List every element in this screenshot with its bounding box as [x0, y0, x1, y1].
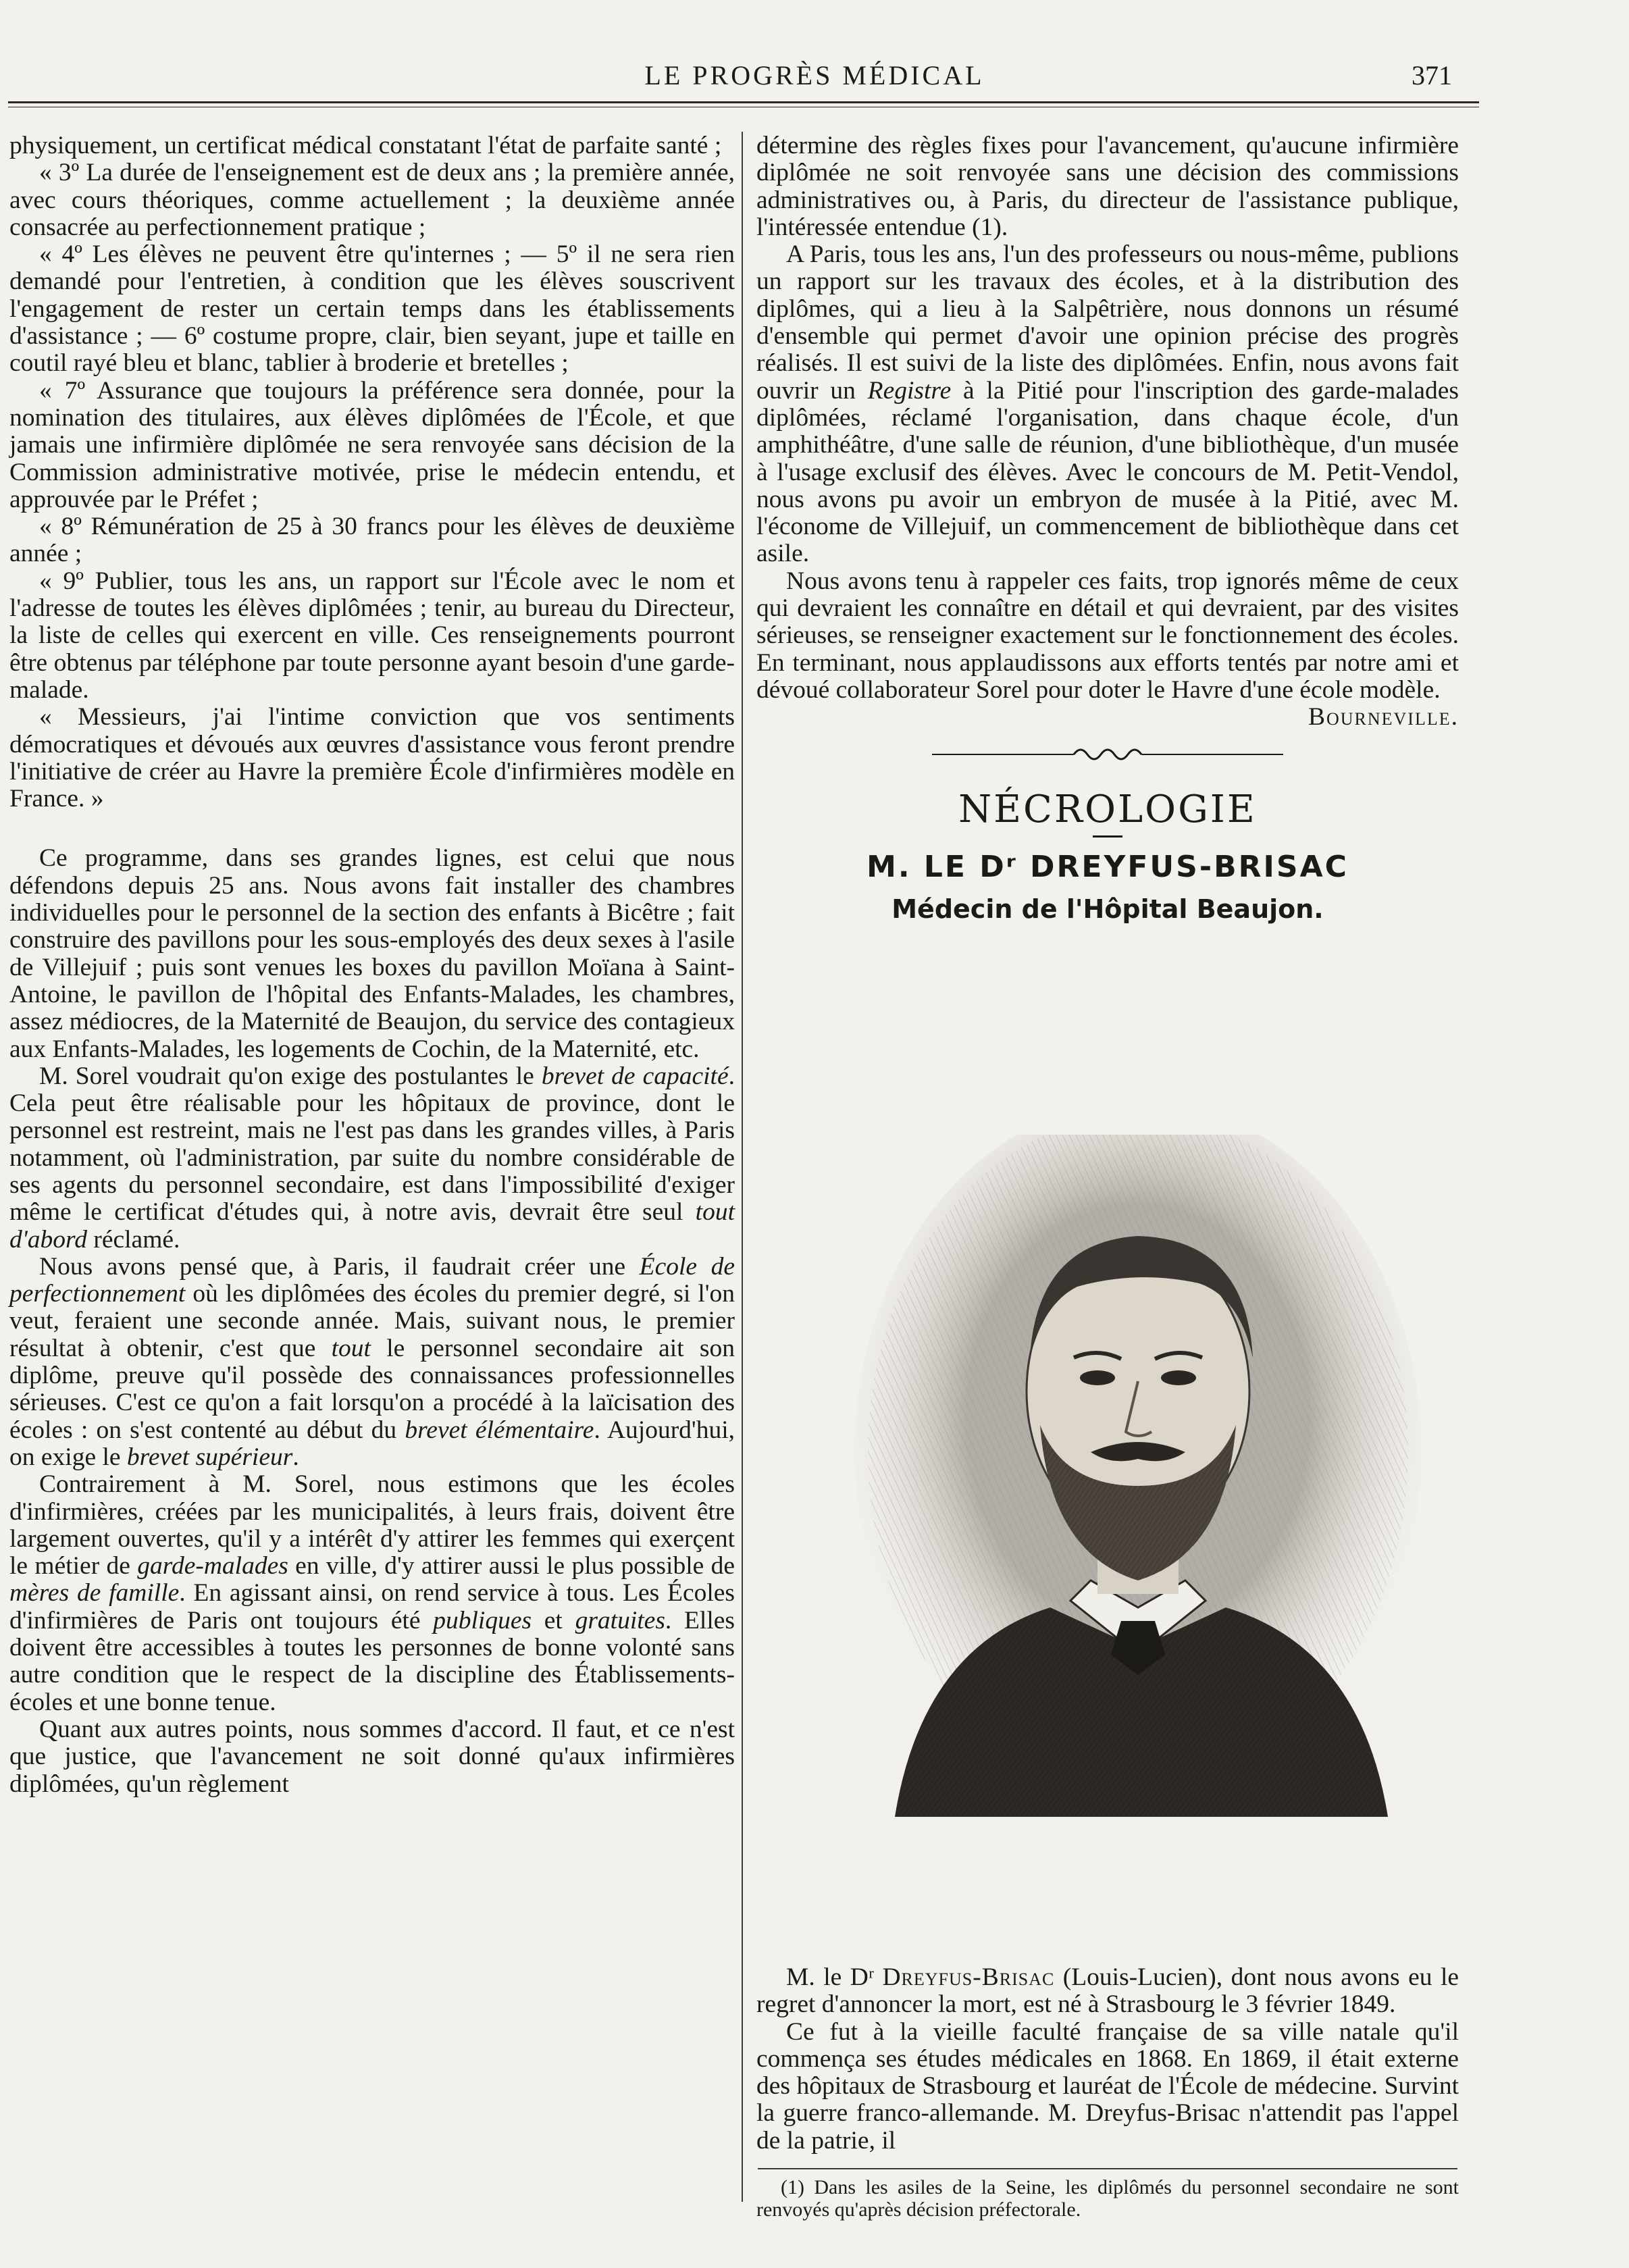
- obituary-subtitle: Médecin de l'Hôpital Beaujon.: [891, 894, 1324, 924]
- left-column: [9, 132, 735, 1798]
- paragraph: « 4º Les élèves ne peuvent être qu'internes ; — 5º il ne sera rien demandé pour l'entretien, à condition que les élèves souscrivent l'engagement de rester un certain temps dans les établissements d'assistance ; — 6º costume propre, clair, bien seyant, jupe et taille en coutil rayé bleu et blanc, tablier à broderie et bretelles ;: [9, 240, 735, 378]
- paragraph: « Messieurs, j'ai l'intime conviction que vos sentiments démocratiques et dévoués aux œuvres d'assistance vous feront prendre l'initiative de créer au Havre la première École d'infirmières modèle en France. »: [9, 703, 735, 813]
- paragraph: « 8º Rémunération de 25 à 30 francs pour les élèves de deuxième année ;: [9, 513, 735, 568]
- paragraph: Nous avons pensé que, à Paris, il faudrait créer une École de perfectionnement où les diplômées des écoles du premier degré, si l'on veut, feraient une seconde année. Mais, suivant nous, le premier résultat à obtenir, c'est que tout le personnel secondaire ait son diplôme, preuve qu'il possède des connaissances professionnelles sérieuses. C'est ce qu'on a fait lorsqu'on a procédé à la laïcisation des écoles : on s'est contenté au début du brevet élémentaire. Aujourd'hui, on exige le brevet supérieur.: [9, 1252, 735, 1471]
- paragraph: Ce fut à la vieille faculté française de sa ville natale qu'il commença ses études médicales en 1868. En 1869, il était externe des hôpitaux de Strasbourg et lauréat de l'École de médecine. Survint la guerre franco-allemande. M. Dreyfus-Brisac n'attendit pas l'appel de la patrie, il: [756, 2017, 1459, 2155]
- header-rule: [8, 101, 1479, 107]
- paragraph: Quant aux autres points, nous sommes d'accord. Il faut, et ce n'est que justice, que l'avancement ne soit donné qu'aux infirmières diplômées, qu'un règlement: [9, 1715, 735, 1798]
- paragraph: A Paris, tous les ans, l'un des professeurs ou nous-même, publions un rapport sur les travaux des écoles, et à la distribution des diplômes, qui a lieu à la Salpêtrière, nous donnons un résumé d'ensemble qui permet d'avoir une opinion précise des progrès réalisés. Il est suivi de la liste des diplômées. Enfin, nous avons fait ouvrir un Registre à la Pitié pour l'inscription des garde-malades diplômées, réclamé l'organisation, dans chaque école, d'un amphithéâtre, d'une salle de réunion, d'une bibliothèque, d'un musée à l'usage exclusif des élèves. Avec le concours de M. Petit-Vendol, nous avons pu avoir un embryon de musée à la Pitié, avec M. l'économe de Villejuif, un commencement de bibliothèque dans cet asile.: [756, 240, 1459, 568]
- paragraph: Contrairement à M. Sorel, nous estimons que les écoles d'infirmières, créées par les municipalités, à leurs frais, doivent être largement ouvertes, qu'il y a intérêt d'y attirer les femmes qui exerçent le métier de garde-malades en ville, d'y attirer aussi le plus possible de mères de famille. En agissant ainsi, on rend service à tous. Les Écoles d'infirmières de Paris ont toujours été publiques et gratuites. Elles doivent être accessibles à toutes les personnes de bonne volonté sans autre condition que le respect de la discipline des Établissements-écoles et une bonne tenue.: [9, 1470, 735, 1716]
- paragraph: Nous avons tenu à rappeler ces faits, trop ignorés même de ceux qui devraient les connaître en détail et qui devraient, par des visites sérieuses, se renseigner exactement sur le fonctionnement des écoles. En terminant, nous applaudissons aux efforts tentés par notre ami et dévoué collaborateur Sorel pour doter le Havre d'une école modèle.: [756, 567, 1459, 704]
- running-title: LE PROGRÈS MÉDICAL: [644, 60, 985, 91]
- paragraph: « 9º Publier, tous les ans, un rapport sur l'École avec le nom et l'adresse de toutes les élèves diplômées ; tenir, au bureau du Directeur, la liste de celles qui exercent en ville. Ces renseignements pourront être obtenus par téléphone par toute personne ayant besoin d'une garde-malade.: [9, 567, 735, 704]
- footnote-rule: [758, 2168, 1457, 2169]
- paragraph: Ce programme, dans ses grandes lignes, est celui que nous défendons depuis 25 ans. Nous avons fait installer des chambres individuelles pour le personnel de la section des enfants à Bicêtre ; fait construire des pavillons pour les sous-employés des deux sexes à l'asile de Villejuif ; puis sont venues les boxes du pavillon Moïana à Saint-Antoine, le pavillon de l'hôpital des Enfants-Malades, les chambres, assez médiocres, de la Maternité de Beaujon, du service des contagieux aux Enfants-Malades, les logements de Cochin, de la Maternité, etc.: [9, 844, 735, 1063]
- page-number: 371: [1412, 60, 1452, 91]
- title-dash: [1093, 835, 1122, 837]
- portrait-engraving: [848, 1135, 1428, 1824]
- section-title: NÉCROLOGIE: [958, 787, 1257, 831]
- paragraph: M. le Dʳ Dreyfus-Brisac (Louis-Lucien), dont nous avons eu le regret d'annoncer la mort, est né à Strasbourg le 3 février 1849.: [756, 1963, 1459, 2019]
- paragraph: détermine des règles fixes pour l'avancement, qu'aucune infirmière diplômée ne soit renvoyée sans une décision des commissions administratives ou, à Paris, du directeur de l'assistance publique, l'intéressée entendue (1).: [756, 132, 1459, 241]
- obituary-text: [756, 1964, 1459, 2155]
- column-divider: [742, 132, 743, 2202]
- paragraph: « 3º La durée de l'enseignement est de deux ans ; la première année, avec cours théoriques, comme actuellement ; la deuxième année consacrée au perfectionnement pratique ;: [9, 159, 735, 241]
- page-header: [0, 53, 1629, 100]
- obituary-name: M. LE Dʳ DREYFUS-BRISAC: [867, 849, 1349, 884]
- paragraph: M. Sorel voudrait qu'on exige des postulantes le brevet de capacité. Cela peut être réalisable pour les hôpitaux de province, dont le personnel est restreint, mais ne l'est pas dans les grandes villes, à Paris notamment, où l'administration, par suite du nombre considérable de ses agents du personnel secondaire, est dans l'impossibilité d'exiger même le certificat d'études qui, à notre avis, devrait être seul tout d'abord réclamé.: [9, 1062, 735, 1254]
- paragraph: « 7º Assurance que toujours la préférence sera donnée, pour la nomination des titulaires, aux élèves diplômées de l'École, et que jamais une infirmière diplômée ne sera renvoyée sans décision de la Commission administrative motivée, prise le médecin entendu, et approuvée par le Préfet ;: [9, 376, 735, 513]
- footnote: (1) Dans les asiles de la Seine, les diplômés du personnel secondaire ne sont renvoyés qu'après décision préfectorale.: [756, 2176, 1459, 2221]
- paragraph: physiquement, un certificat médical constatant l'état de parfaite santé ;: [9, 132, 722, 159]
- right-column: [756, 132, 1459, 927]
- ornamental-divider: [932, 744, 1283, 764]
- author-signature: Bourneville.: [1308, 703, 1459, 731]
